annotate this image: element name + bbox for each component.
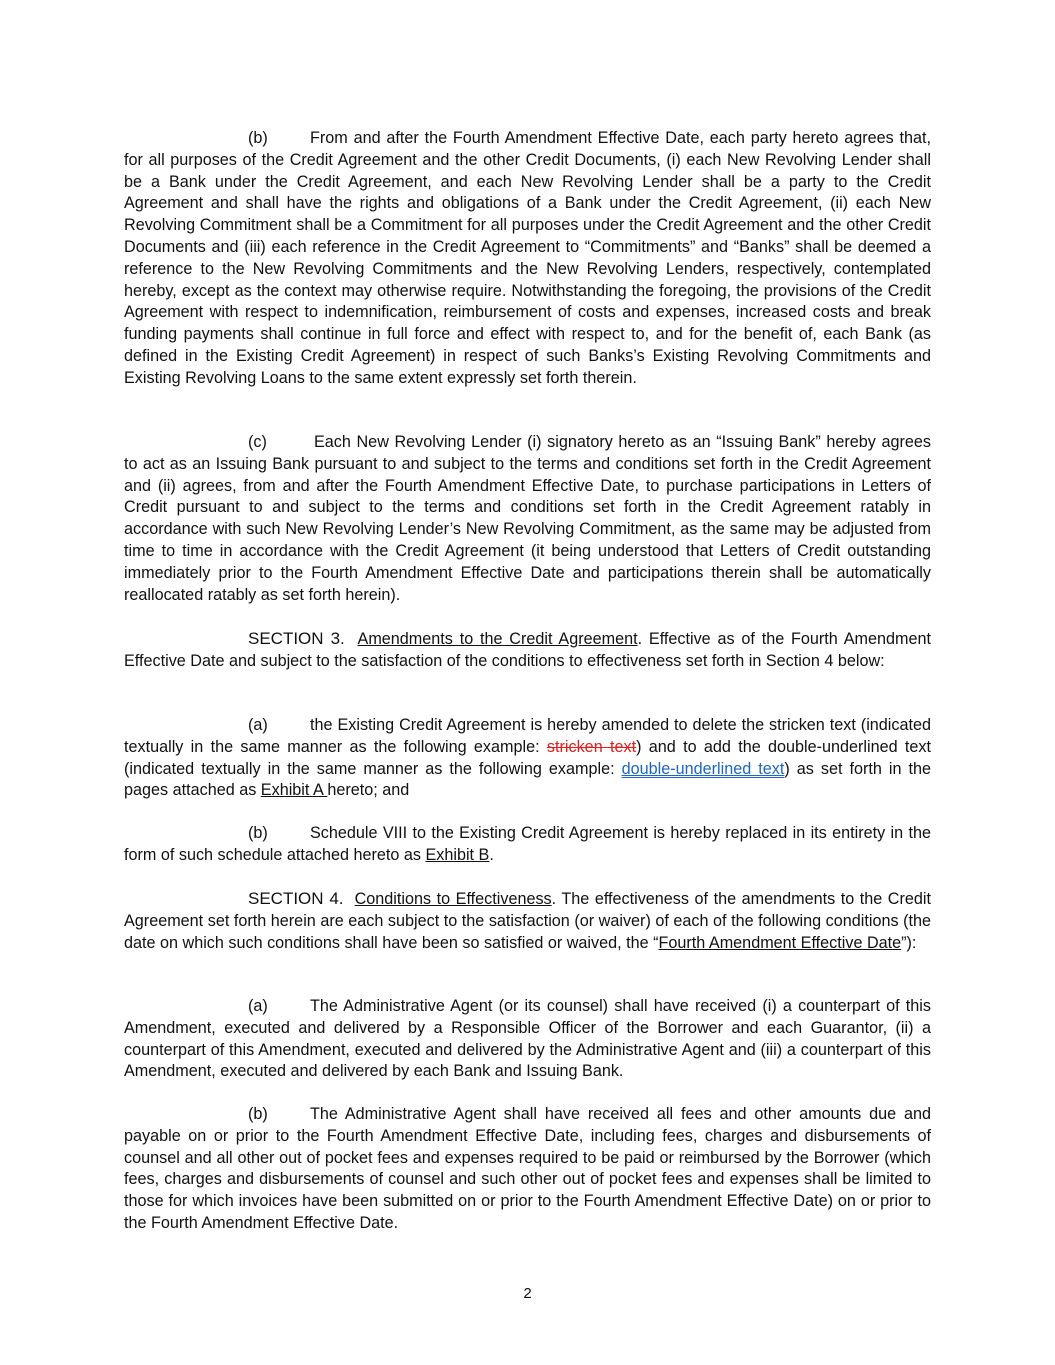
paragraph-label: (a) [248,716,268,734]
paragraph-text: From and after the Fourth Amendment Effective Date, each party hereto agrees that, for all purposes of the Credit Agreement and the other Credit Documents, (i) each New Revolving Lender shall be a Bank under the Credit Agreement, and each New Revolving Lender shall be a party to the Credit Agreement and shall have the rights and obligations of a Bank under the Credit Agreement, (ii) each New Revolving Commitment shall be a Commitment for all purposes under the Credit Agreement and the other Credit Documents and (iii) each reference in the Credit Agreement to “Commitments” and “Banks” shall be deemed a reference to the New Revolving Commitments and the New Revolving Lenders, respectively, contemplated hereby, except as the context may otherwise require. Notwithstanding the foregoing, the provisions of the Credit Agreement with respect to indemnification, reimbursement of costs and expenses, increased costs and break funding payments shall continue in full force and effect with respect to, and for the benefit of, each Bank (as defined in the Existing Credit Agreement) in respect of such Banks’s Existing Revolving Commitments and Existing Revolving Loans to the same extent expressly set forth therein. [124,129,931,387]
section-3 [124,628,931,673]
stricken-text-example: stricken text [546,737,637,756]
section-number: SECTION 4. [248,889,344,908]
paragraph-label: (b) [248,1105,268,1123]
paragraph-text: ) and to add the double-underlined text (indicated textually in the same manner as the following example: [124,737,931,778]
paragraph-c-issuing-bank [124,432,931,606]
defined-term: Fourth Amendment Effective Date [658,933,902,952]
paragraph-b-schedule-viii [124,823,931,867]
paragraph-b-new-revolving-lenders [124,128,931,390]
paragraph-text: hereto; and [327,781,410,800]
paragraph-label: (b) [248,129,268,147]
paragraph-text: . [489,845,494,864]
exhibit-a-reference: Exhibit A [260,781,328,800]
section-4 [124,888,931,954]
section-text: ”): [901,933,917,952]
paragraph-b-fees [124,1104,931,1235]
section-heading: Amendments to the Credit Agreement [357,630,638,648]
section-text: . Effective as of the Fourth Amendment Effective Date and subject to the satisfaction of the conditions to effectiveness set forth in Section 4 below: [124,630,931,670]
section-heading: Conditions to Effectiveness [354,890,552,908]
double-underlined-text-example: double-underlined text [621,759,785,778]
paragraph-a-amendments [124,715,931,802]
paragraph-label: (a) [248,997,268,1015]
paragraph-text: ) as set forth in the pages attached as [124,759,931,800]
paragraph-text: the Existing Credit Agreement is hereby amended to delete the stricken text (indicated textually in the same manner as the following example: [124,716,931,756]
paragraph-text: The Administrative Agent (or its counsel) shall have received (i) a counterpart of this Amendment, executed and delivered by a Responsible Officer of the Borrower and each Guarantor, (ii) a counterpart of this Amendment, executed and delivered by the Administrative Agent and (iii) a counterpart of this Amendment, executed and delivered by each Bank and Issuing Bank. [124,997,931,1081]
exhibit-b-reference: Exhibit B [425,845,490,864]
paragraph-text: Schedule VIII to the Existing Credit Agreement is hereby replaced in its entirety in the form of such schedule attached hereto as [124,824,931,864]
paragraph-label: (c) [248,433,267,451]
page-number: 2 [523,1285,532,1302]
paragraph-text: Each New Revolving Lender (i) signatory hereto as an “Issuing Bank” hereby agrees to act as an Issuing Bank pursuant to and subject to the terms and conditions set forth in the Credit Agreement and (ii) agrees, from and after the Fourth Amendment Effective Date, to purchase participations in Letters of Credit pursuant to and subject to the terms and conditions set forth in the Credit Agreement ratably in accordance with such New Revolving Lender’s New Revolving Commitment, as the same may be adjusted from time to time in accordance with the Credit Agreement (it being understood that Letters of Credit outstanding immediately prior to the Fourth Amendment Effective Date and participations therein shall be automatically reallocated ratably as set forth herein). [124,433,931,604]
section-text: . The effectiveness of the amendments to the Credit Agreement set forth herein are each subject to the satisfaction (or waiver) of each of the following conditions (the date on which such conditions shall have been so satisfied or waived, the “ [124,890,931,952]
section-number: SECTION 3. [248,629,345,648]
paragraph-label: (b) [248,824,268,842]
paragraph-a-counterparts [124,996,931,1083]
paragraph-text: The Administrative Agent shall have received all fees and other amounts due and payable on or prior to the Fourth Amendment Effective Date, including fees, charges and disbursements of counsel and all other out of pocket fees and expenses required to be paid or reimbursed by the Borrower (which fees, charges and disbursements of counsel and such other out of pocket fees and expenses shall be limited to those for which invoices have been submitted on or prior to the Fourth Amendment Effective Date) on or prior to the Fourth Amendment Effective Date. [124,1105,931,1232]
